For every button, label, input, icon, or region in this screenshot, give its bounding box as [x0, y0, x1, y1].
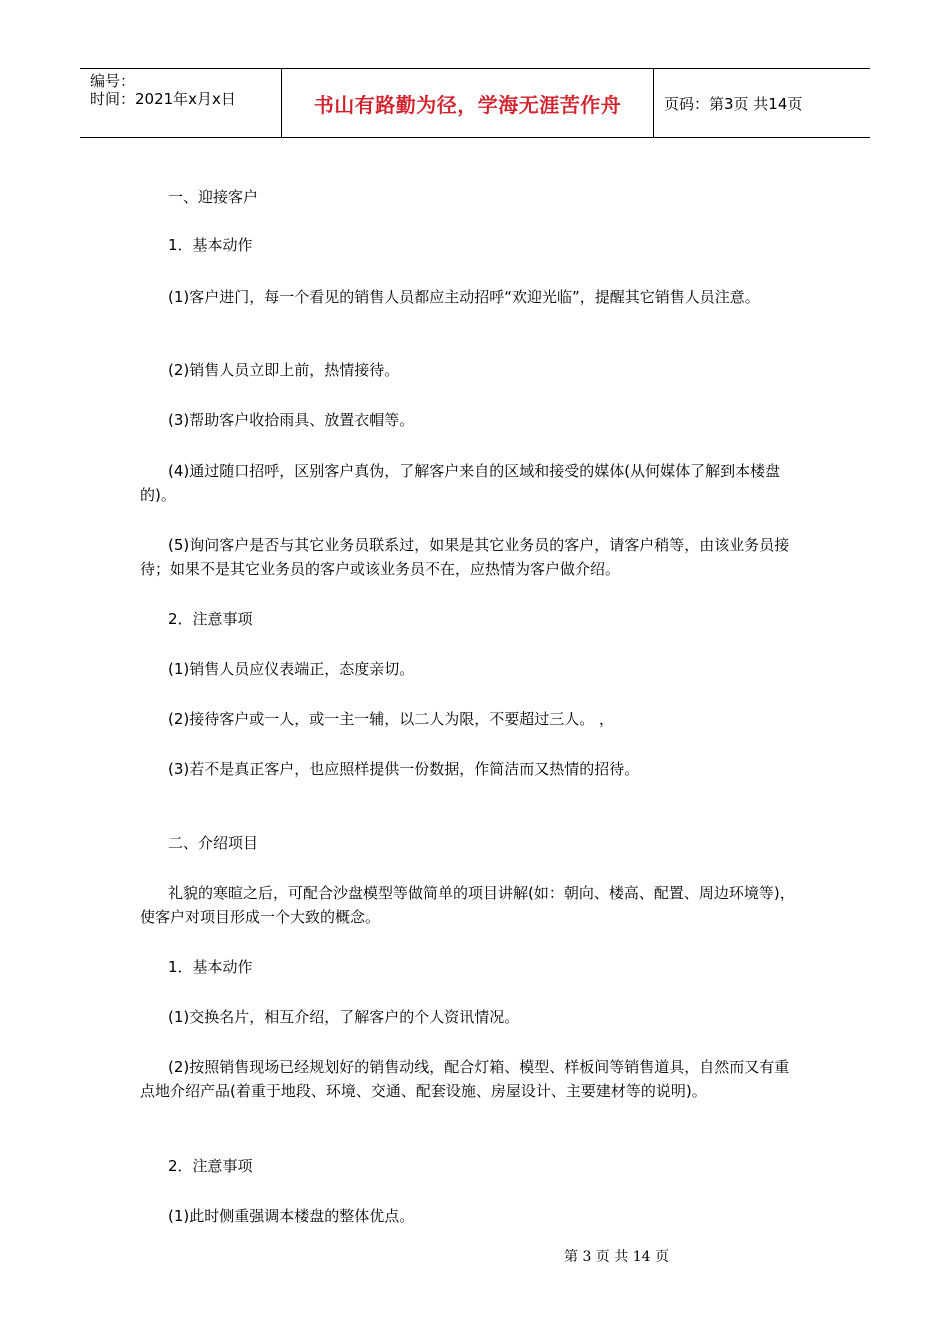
header-motto-cell — [282, 69, 654, 137]
header-motto: 书山有路勤为径，学海无涯苦作舟 — [313, 92, 622, 117]
header-number: 编号： — [90, 72, 136, 90]
paragraph: (2)销售人员立即上前，热情接待。 — [168, 361, 400, 379]
document-header — [80, 68, 870, 138]
section-heading: 一、迎接客户 — [168, 188, 259, 206]
header-date: 时间：2021年x月x日 — [90, 90, 236, 108]
paragraph: 礼貌的寒暄之后，可配合沙盘模型等做简单的项目讲解(如：朝向、楼高、配置、周边环境等)，使客户对项目形成一个大致的概念。 — [140, 884, 795, 926]
paragraph: (1)此时侧重强调本楼盘的整体优点。 — [168, 1207, 415, 1225]
subsection-heading: 2．注意事项 — [168, 1157, 253, 1175]
paragraph: (5)询问客户是否与其它业务员联系过，如果是其它业务员的客户，请客户稍等，由该业务员接待；如果不是其它业务员的客户或该业务员不在，应热情为客户做介绍。 — [140, 536, 790, 578]
subsection-heading: 1．基本动作 — [168, 236, 253, 254]
paragraph: (1)交换名片，相互介绍，了解客户的个人资讯情况。 — [168, 1008, 520, 1026]
paragraph: (2)接待客户或一人，或一主一辅，以二人为限，不要超过三人。 ， — [168, 710, 615, 728]
paragraph: (3)帮助客户收拾雨具、放置衣帽等。 — [168, 411, 415, 429]
paragraph: (3)若不是真正客户，也应照样提供一份数据，作简洁而又热情的招待。 — [168, 760, 640, 778]
subsection-heading: 1．基本动作 — [168, 958, 253, 976]
paragraph: (1)销售人员应仪表端正，态度亲切。 — [168, 660, 415, 678]
section-heading: 二、介绍项目 — [168, 834, 259, 852]
paragraph: (4)通过随口招呼，区别客户真伪，了解客户来自的区域和接受的媒体(从何媒体了解到本楼盘的)。 — [140, 462, 781, 504]
page-footer: 第 3 页 共 14 页 — [564, 1249, 669, 1265]
paragraph: (2)按照销售现场已经规划好的销售动线，配合灯箱、模型、样板间等销售道具，自然而又有重点地介绍产品(着重于地段、环境、交通、配套设施、房屋设计、主要建材等的说明)。 — [140, 1058, 790, 1100]
paragraph: (1)客户进门，每一个看见的销售人员都应主动招呼“欢迎光临”，提醒其它销售人员注意。 — [168, 288, 760, 306]
subsection-heading: 2．注意事项 — [168, 610, 253, 628]
header-page-cell — [654, 69, 870, 137]
header-page-number: 页码：第3页 共14页 — [664, 94, 803, 113]
header-meta — [80, 69, 282, 137]
